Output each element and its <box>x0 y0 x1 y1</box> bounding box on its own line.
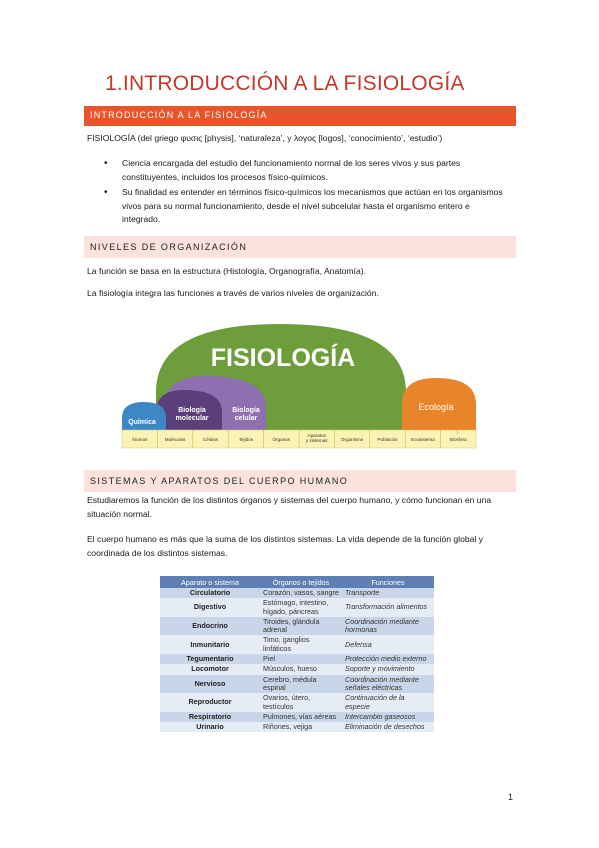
organs-cell: Cerebro, médula espinal <box>260 675 342 694</box>
function-cell: Transformación alimentos <box>342 598 434 617</box>
function-cell: Defensa <box>342 635 434 654</box>
table-header: Órganos o tejidos <box>260 576 342 588</box>
table-header-row <box>160 576 434 588</box>
function-cell: Coordinación mediante hormonas <box>342 617 434 636</box>
system-name-cell: Endocrino <box>160 617 260 636</box>
section-heading-intro-text: INTRODUCCIÓN A LA FISIOLOGÍA <box>90 110 268 120</box>
intro-bullet-1: • Ciencia encargada del estudio del funcionamiento normal de los seres vivos y sus partes constituyentes, incluidos los procesos físico-químicos. <box>100 157 510 184</box>
biologia-molecular-label: Biología molecular <box>175 407 209 422</box>
level-label: Organismo <box>340 437 364 442</box>
function-cell: Continuación de la especie <box>342 693 434 712</box>
systems-table <box>160 576 434 732</box>
intro-bullet-2: • Su finalidad es entender en términos físico-químicos los mecanismos que actúan en los organismos vivos para su normal funcionamiento, desde el nivel subcelular hasta el organismo entero e integrado. <box>100 186 510 227</box>
level-label: Órganos <box>272 437 291 442</box>
level-label: Moléculas <box>164 437 186 442</box>
system-name-cell: Urinario <box>160 722 260 732</box>
system-name-cell: Circulatorio <box>160 588 260 598</box>
intro-bullet-list <box>100 157 510 229</box>
system-name-cell: Locomotor <box>160 664 260 674</box>
organs-cell: Timo, ganglios linfáticos <box>260 635 342 654</box>
system-name-cell: Respiratorio <box>160 712 260 722</box>
function-cell: Intercambio gaseosos <box>342 712 434 722</box>
table-row <box>160 588 434 598</box>
page-title: 1.INTRODUCCIÓN A LA FISIOLOGÍA <box>105 72 465 95</box>
function-cell: Soporte y movimiento <box>342 664 434 674</box>
section-heading-sistemas <box>84 470 516 492</box>
niveles-paragraph-2: La fisiología integra las funciones a través de varios niveles de organización. <box>87 288 379 298</box>
function-cell: Eliminación de desechos <box>342 722 434 732</box>
sistemas-paragraph-1: Estudiaremos la función de los distintos órganos y sistemas del cuerpo humano, y cómo funcionan en una situación normal. <box>87 495 492 519</box>
system-name-cell: Reproductor <box>160 693 260 712</box>
system-name-cell: Tegumentario <box>160 654 260 664</box>
table-row <box>160 635 434 654</box>
page-number: 1 <box>508 792 514 802</box>
level-label: Tejidos <box>238 437 254 442</box>
table-row <box>160 598 434 617</box>
table-row <box>160 664 434 674</box>
organization-levels-diagram <box>120 322 480 450</box>
organs-cell: Tiroides, glándula adrenal <box>260 617 342 636</box>
table-row <box>160 693 434 712</box>
level-label: Átomos <box>131 437 148 442</box>
organs-cell: Piel <box>260 654 342 664</box>
level-label: Ecosistema <box>411 437 435 442</box>
table-row <box>160 654 434 664</box>
table-header: Funciones <box>342 576 434 588</box>
function-cell: Coordinación mediante señales eléctricas <box>342 675 434 694</box>
organs-cell: Pulmones, vías aéreas <box>260 712 342 722</box>
table-row <box>160 712 434 722</box>
level-label: Células <box>202 437 219 442</box>
system-name-cell: Nervioso <box>160 675 260 694</box>
section-heading-sistemas-text: SISTEMAS Y APARATOS DEL CUERPO HUMANO <box>90 476 349 486</box>
organs-cell: Músculos, hueso <box>260 664 342 674</box>
organs-cell: Corazón, vasos, sangre <box>260 588 342 598</box>
ecologia-label: Ecología <box>418 402 454 412</box>
table-row <box>160 675 434 694</box>
table-row <box>160 722 434 732</box>
sistemas-paragraph-2: El cuerpo humano es más que la suma de los distintos sistemas. La vida depende de la función global y coordinada de los distintos sistemas. <box>87 534 484 558</box>
organs-cell: Estómago, intestino, hígado, páncreas <box>260 598 342 617</box>
niveles-paragraph-1: La función se basa en la estructura (Histología, Organografía, Anatomía). <box>87 266 366 276</box>
function-cell: Protección medio externo <box>342 654 434 664</box>
section-heading-niveles <box>84 236 516 258</box>
system-name-cell: Inmunitario <box>160 635 260 654</box>
organs-cell: Riñones, vejiga <box>260 722 342 732</box>
fisiologia-label: FISIOLOGÍA <box>210 344 356 372</box>
level-label: Aparatos y sistemas <box>305 433 328 443</box>
diagram-page-mark: 1 <box>456 430 459 436</box>
table-header: Aparato o sistema <box>160 576 260 588</box>
quimica-label: Química <box>128 419 156 426</box>
organs-cell: Ovarios, útero, testículos <box>260 693 342 712</box>
level-label: Biosfera <box>449 437 467 442</box>
section-heading-intro <box>84 106 516 126</box>
biologia-celular-label: Biología celular <box>232 407 260 422</box>
section-heading-niveles-text: NIVELES DE ORGANIZACIÓN <box>90 242 248 252</box>
function-cell: Transporte <box>342 588 434 598</box>
definition-text: FISIOLOGÍA (del griego φυσις [physis], ‘naturaleza’, y λογος [logos], ‘conocimiento’, ‘estudio’) <box>87 133 443 143</box>
table-row <box>160 617 434 636</box>
system-name-cell: Digestivo <box>160 598 260 617</box>
level-label: Población <box>377 437 398 442</box>
